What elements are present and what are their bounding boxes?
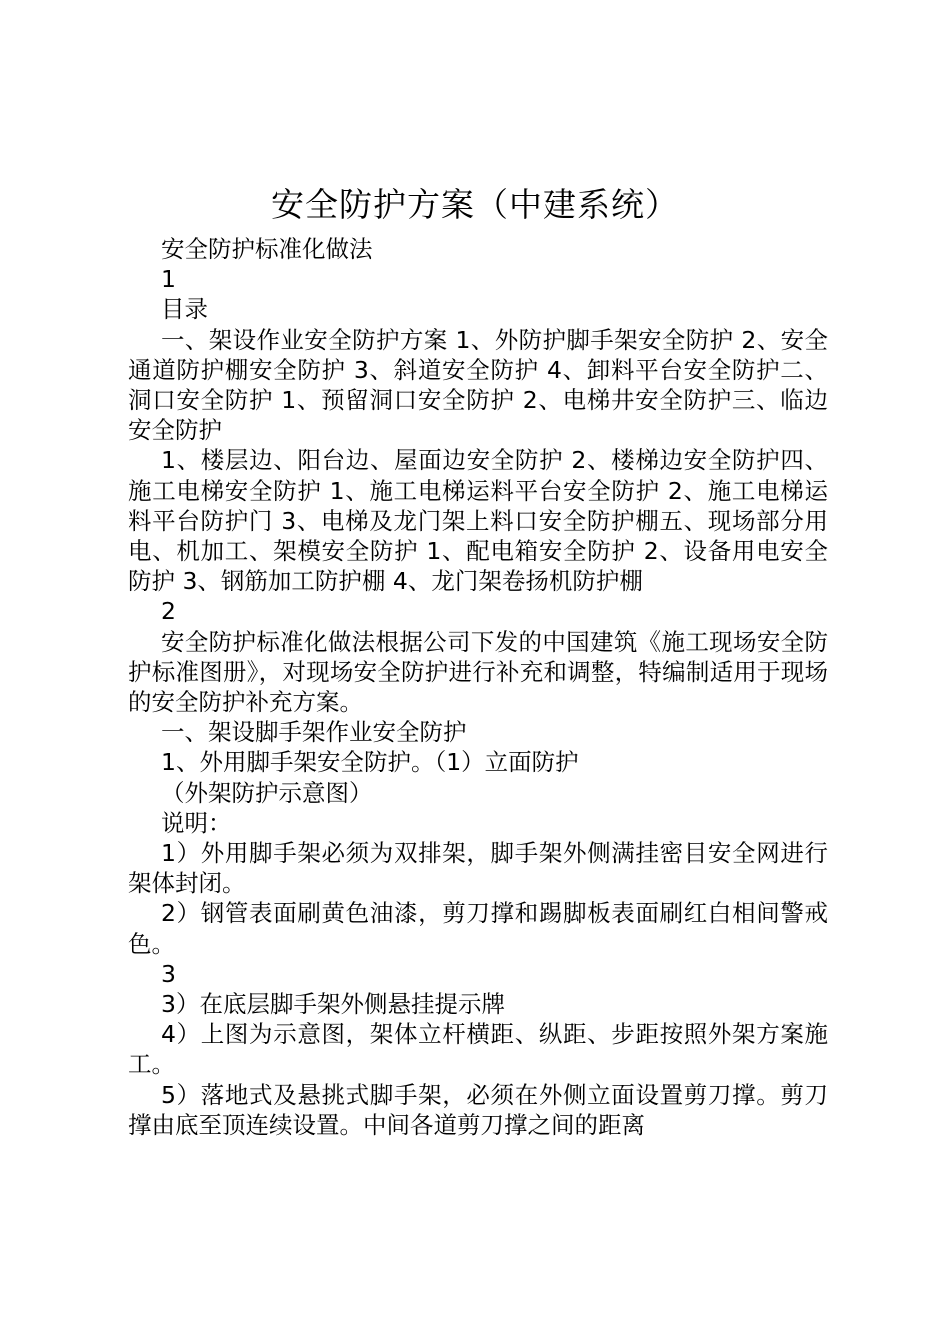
toc-heading: 目录 bbox=[161, 295, 208, 324]
toc-paragraph: 1、楼层边、阳台边、屋面边安全防护 2、楼梯边安全防护四、施工电梯安全防护 1、施工电梯运料平台安全防护 2、施工电梯运料平台防护门 3、电梯及龙门架上料口安全防护棚五、现场部分用电、机加工、架模安全防护 1、配电箱安全防护 2、设备用电安全防护 3、钢筋加工防护棚 4、龙门架卷扬机防护棚 bbox=[128, 446, 828, 596]
intro-paragraph: 安全防护标准化做法根据公司下发的中国建筑《施工现场安全防护标准图册》，对现场安全防护进行补充和调整，特编制适用于现场的安全防护补充方案。 bbox=[128, 627, 828, 717]
note-item: 3）在底层脚手架外侧悬挂提示牌 bbox=[161, 990, 505, 1019]
page-number: 3 bbox=[161, 959, 176, 988]
notes-heading: 说明： bbox=[161, 808, 232, 837]
note-item: 2）钢管表面刷黄色油漆，剪刀撑和踢脚板表面刷红白相间警戒色。 bbox=[128, 899, 828, 958]
figure-caption: （外架防护示意图） bbox=[161, 778, 373, 807]
page-number: 1 bbox=[161, 265, 176, 294]
toc-paragraph: 一、架设作业安全防护方案 1、外防护脚手架安全防护 2、安全通道防护棚安全防护 3、斜道安全防护 4、卸料平台安全防护二、洞口安全防护 1、预留洞口安全防护 2、电梯井安全防护三、临边安全防护 bbox=[128, 325, 828, 445]
note-item: 4）上图为示意图，架体立杆横距、纵距、步距按照外架方案施工。 bbox=[128, 1020, 828, 1079]
section-heading: 一、架设脚手架作业安全防护 bbox=[161, 718, 467, 747]
document-title: 安全防护方案（中建系统） bbox=[271, 185, 679, 224]
note-item: 5）落地式及悬挑式脚手架，必须在外侧立面设置剪刀撑。剪刀撑由底至顶连续设置。中间各道剪刀撑之间的距离 bbox=[128, 1080, 828, 1139]
paragraph-subtitle: 安全防护标准化做法 bbox=[161, 235, 373, 263]
subsection-heading: 1、外用脚手架安全防护。（1）立面防护 bbox=[161, 748, 579, 777]
page-number: 2 bbox=[161, 597, 176, 626]
note-item: 1）外用脚手架必须为双排架，脚手架外侧满挂密目安全网进行架体封闭。 bbox=[128, 839, 828, 898]
document-body bbox=[128, 234, 828, 1140]
